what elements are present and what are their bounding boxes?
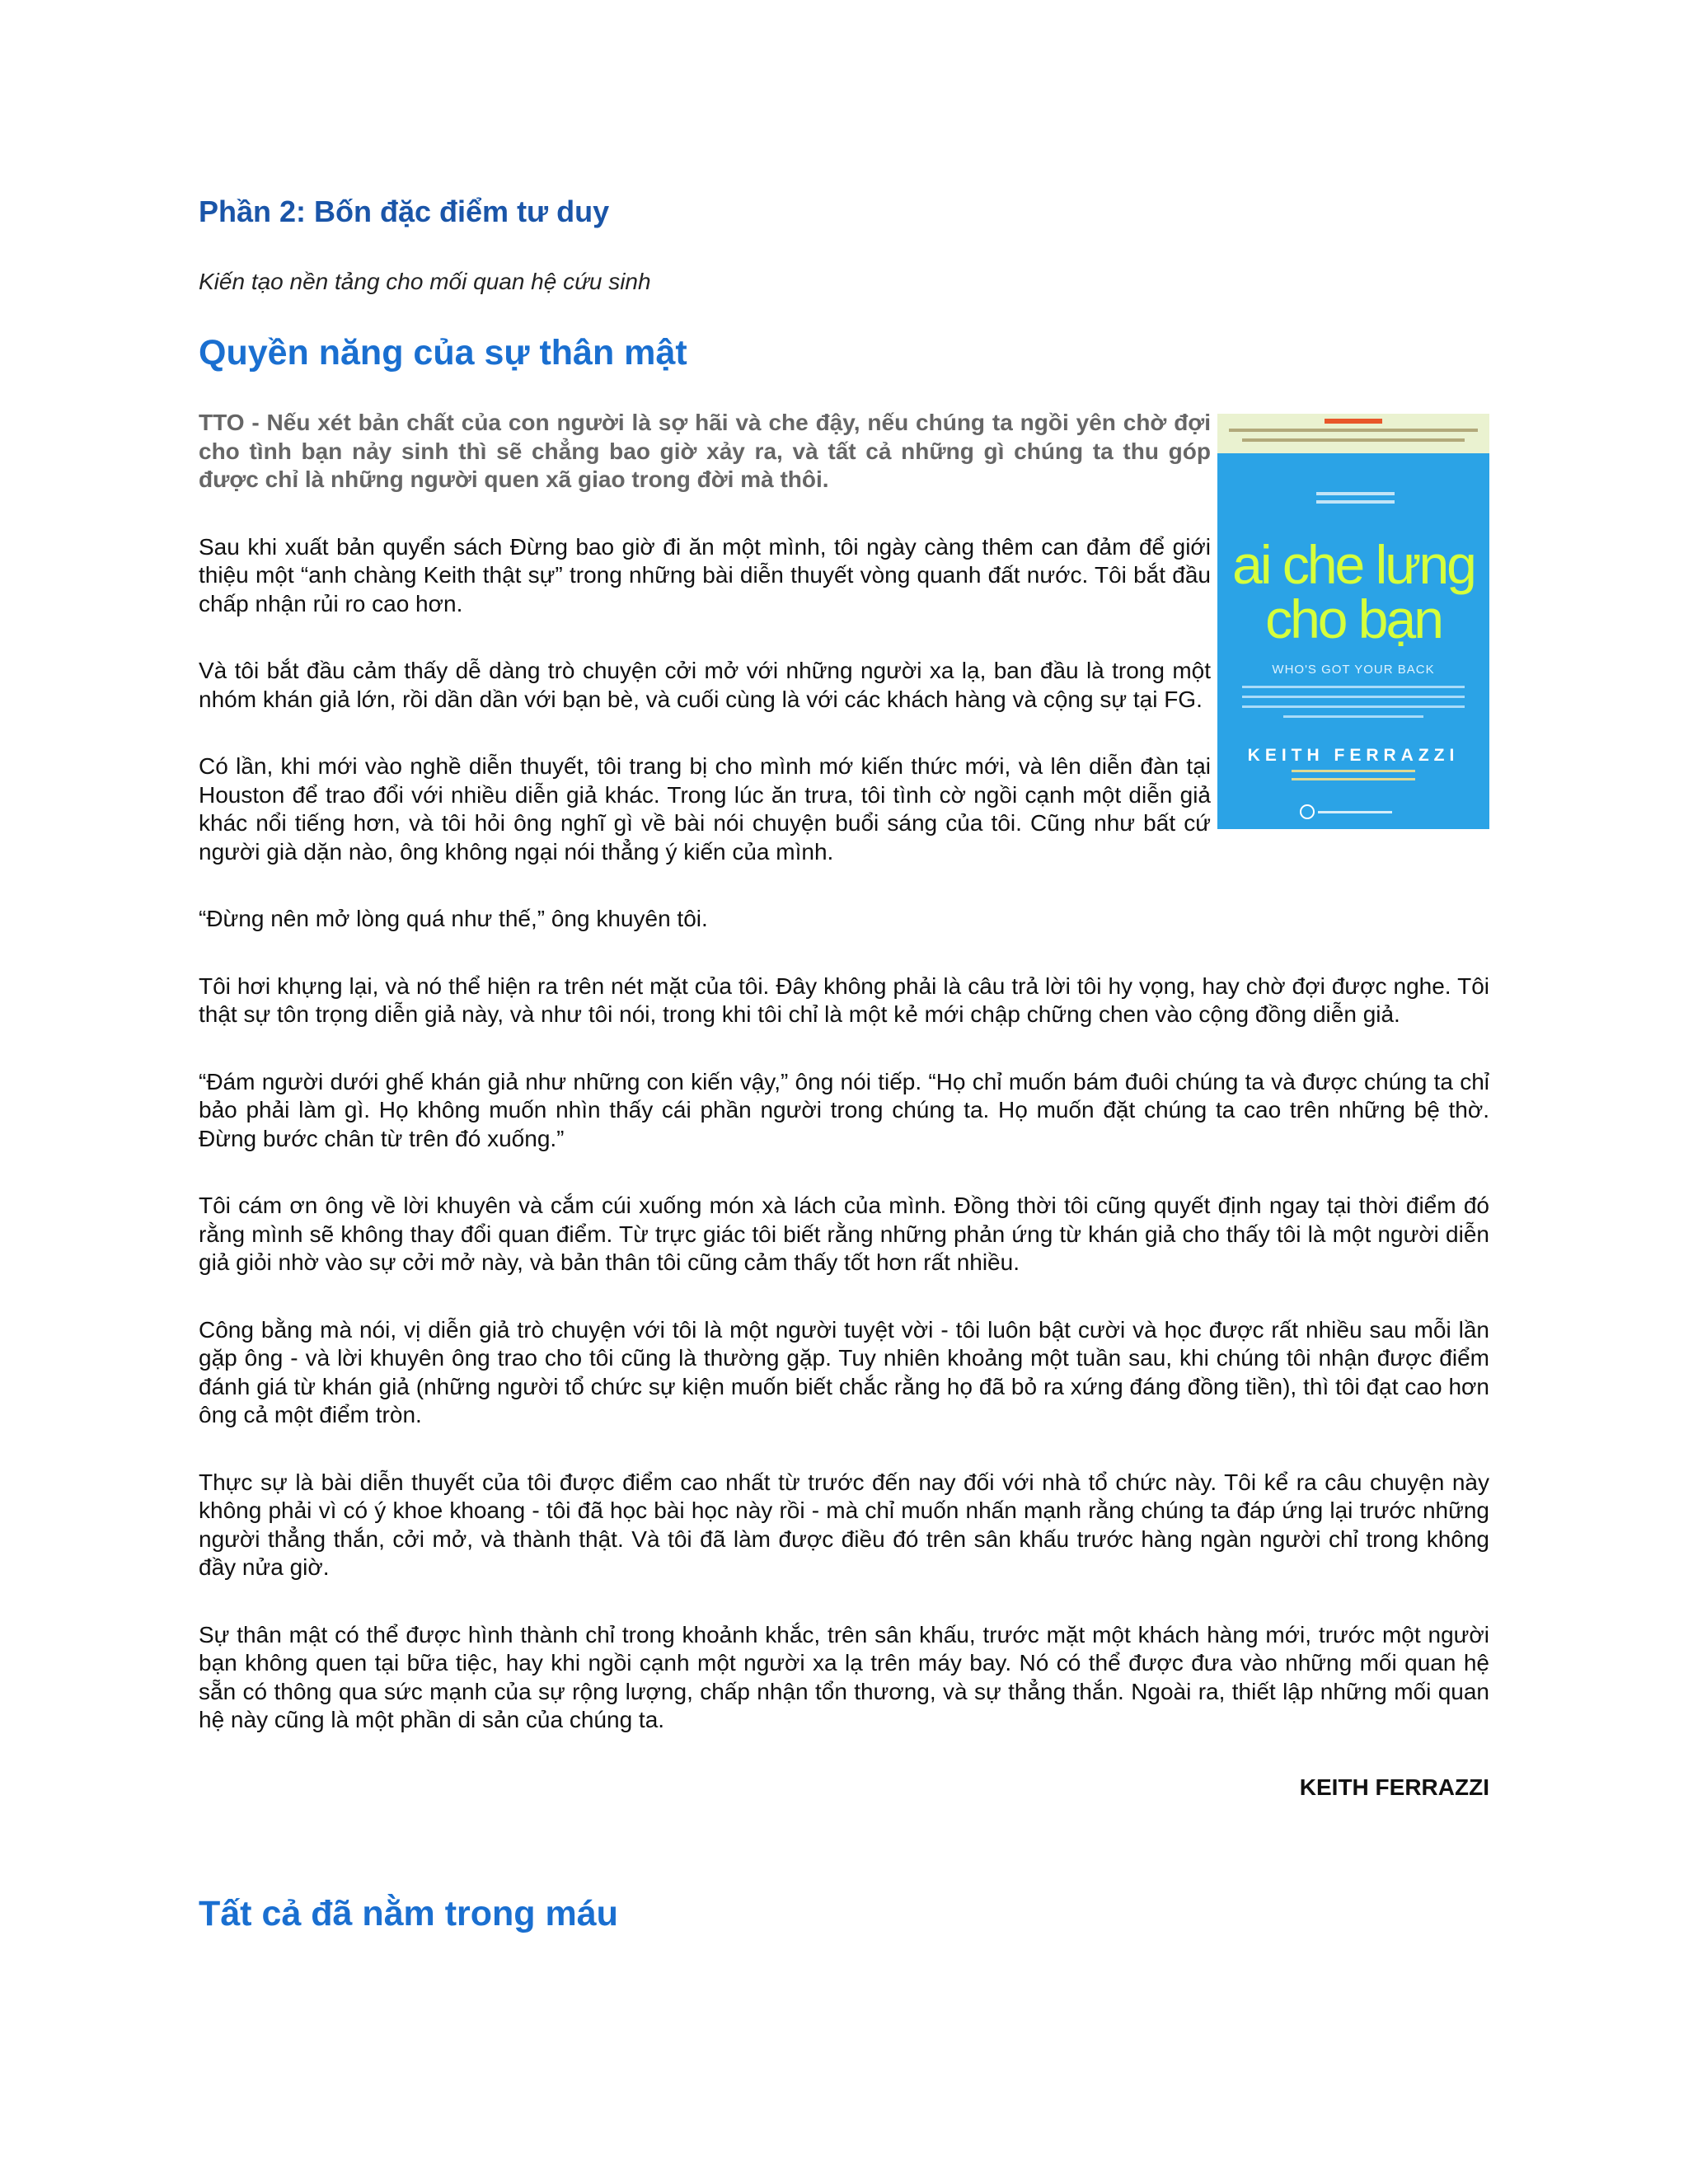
section-heading: Quyền năng của sự thân mật bbox=[199, 333, 687, 373]
cover-banner bbox=[1217, 414, 1489, 453]
publisher-logo-icon bbox=[1300, 804, 1315, 819]
subtitle: Kiến tạo nền tảng cho mối quan hệ cứu sinh bbox=[199, 269, 651, 294]
paragraph: “Đừng nên mở lòng quá như thế,” ông khuyên tôi. bbox=[199, 906, 708, 931]
author-signature: KEITH FERRAZZI bbox=[1299, 1774, 1489, 1800]
cover-english-title: WHO'S GOT YOUR BACK bbox=[1272, 663, 1435, 677]
cover-author: KEITH FERRAZZI bbox=[1247, 746, 1460, 765]
lead-paragraph: TTO - Nếu xét bản chất của con người là sợ hãi và che đậy, nếu chúng ta ngồi yên chờ đợi cho tình bạn nảy sinh thì sẽ chẳng bao giờ xảy ra, và tất cả những gì chúng ta thu góp được chỉ là những người quen xã giao trong đời mà thôi. bbox=[199, 410, 1211, 492]
article-body bbox=[199, 409, 1489, 1840]
part-title: Phần 2: Bốn đặc điểm tư duy bbox=[199, 194, 610, 228]
paragraph: Có lần, khi mới vào nghề diễn thuyết, tôi trang bị cho mình mớ kiến thức mới, và lên diễn đàn tại Houston để trao đổi với nhiều diễn giả khác. Trong lúc ăn trưa, tôi tình cờ ngồi cạnh một diễn giả khác nổi tiếng hơn, và tôi hỏi ông nghĩ gì về bài nói chuyện buổi sáng của tôi. Cũng như bất cứ người già dặn nào, ông không ngại nói thẳng ý kiến của mình. bbox=[199, 753, 1211, 865]
cover-title: ai che lưng cho bạn bbox=[1232, 534, 1475, 649]
paragraph: “Đám người dưới ghế khán giả như những con kiến vậy,” ông nói tiếp. “Họ chỉ muốn bám đuôi chúng ta và được chúng ta chỉ bảo phải làm gì. Họ không muốn nhìn thấy cái phần người trong chúng ta. Họ muốn đặt chúng ta cao trên những bệ thờ. Đừng bước chân từ trên đó xuống.” bbox=[199, 1068, 1489, 1151]
next-section-heading: Tất cả đã nằm trong máu bbox=[199, 1894, 618, 1933]
paragraph: Sự thân mật có thể được hình thành chỉ trong khoảnh khắc, trên sân khấu, trước mặt một khách hàng mới, trước một người bạn không quen tại bữa tiệc, hay khi ngồi cạnh một người xa lạ trên máy bay. Nó có thể được đưa vào những mối quan hệ sẵn có thông qua sức mạnh của sự rộng lượng, chấp nhận tổn thương, và sự thẳng thắn. Ngoài ra, thiết lập những mối quan hệ này cũng là một phần di sản của chúng ta. bbox=[199, 1621, 1489, 1732]
paragraph: Và tôi bắt đầu cảm thấy dễ dàng trò chuyện cởi mở với những người xa lạ, ban đầu là trong một nhóm khán giả lớn, rồi dần dần với bạn bè, và cuối cùng là với các khách hàng và cộng sự tại FG. bbox=[199, 658, 1211, 712]
book-cover-image bbox=[1217, 414, 1489, 829]
paragraph: Tôi cám ơn ông về lời khuyên và cắm cúi xuống món xà lách của mình. Đồng thời tôi cũng quyết định ngay tại thời điểm đó rằng mình sẽ không thay đổi quan điểm. Từ trực giác tôi biết rằng những phản ứng từ khán giả cho thấy tôi là một người diễn giả giỏi nhờ vào sự cởi mở này, và bản thân tôi cũng cảm thấy tốt hơn rất nhiều. bbox=[199, 1193, 1489, 1275]
paragraph: Sau khi xuất bản quyển sách Đừng bao giờ đi ăn một mình, tôi ngày càng thêm can đảm để giới thiệu một “anh chàng Keith thật sự” trong những bài diễn thuyết vòng quanh đất nước. Tôi bắt đầu chấp nhận rủi ro cao hơn. bbox=[199, 533, 1211, 616]
paragraph: Công bằng mà nói, vị diễn giả trò chuyện với tôi là một người tuyệt vời - tôi luôn bật cười và học được rất nhiều sau mỗi lần gặp ông - và lời khuyên ông trao cho tôi cũng là thường gặp. Tuy nhiên khoảng một tuần sau, khi chúng tôi nhận được điểm đánh giá từ khán giả (những người tổ chức sự kiện muốn biết chắc rằng họ đã bỏ ra xứng đáng đồng tiền), thì tôi đạt cao hơn ông cả một điểm tròn. bbox=[199, 1316, 1489, 1427]
paragraph: Thực sự là bài diễn thuyết của tôi được điểm cao nhất từ trước đến nay đối với nhà tổ chức này. Tôi kể ra câu chuyện này không phải vì có ý khoe khoang - tôi đã học bài học này rồi - mà chỉ muốn nhấn mạnh rằng chúng ta đáp ứng lại trước những người thẳng thắn, cởi mở, và thành thật. Và tôi đã làm được điều đó trên sân khấu trước hàng ngàn người chỉ trong không đầy nửa giờ. bbox=[199, 1469, 1489, 1580]
paragraph: Tôi hơi khựng lại, và nó thể hiện ra trên nét mặt của tôi. Đây không phải là câu trả lời tôi hy vọng, hay chờ đợi được nghe. Tôi thật sự tôn trọng diễn giả này, và như tôi nói, trong khi tôi chỉ là một kẻ mới chập chững chen vào cộng đồng diễn giả. bbox=[199, 972, 1489, 1027]
